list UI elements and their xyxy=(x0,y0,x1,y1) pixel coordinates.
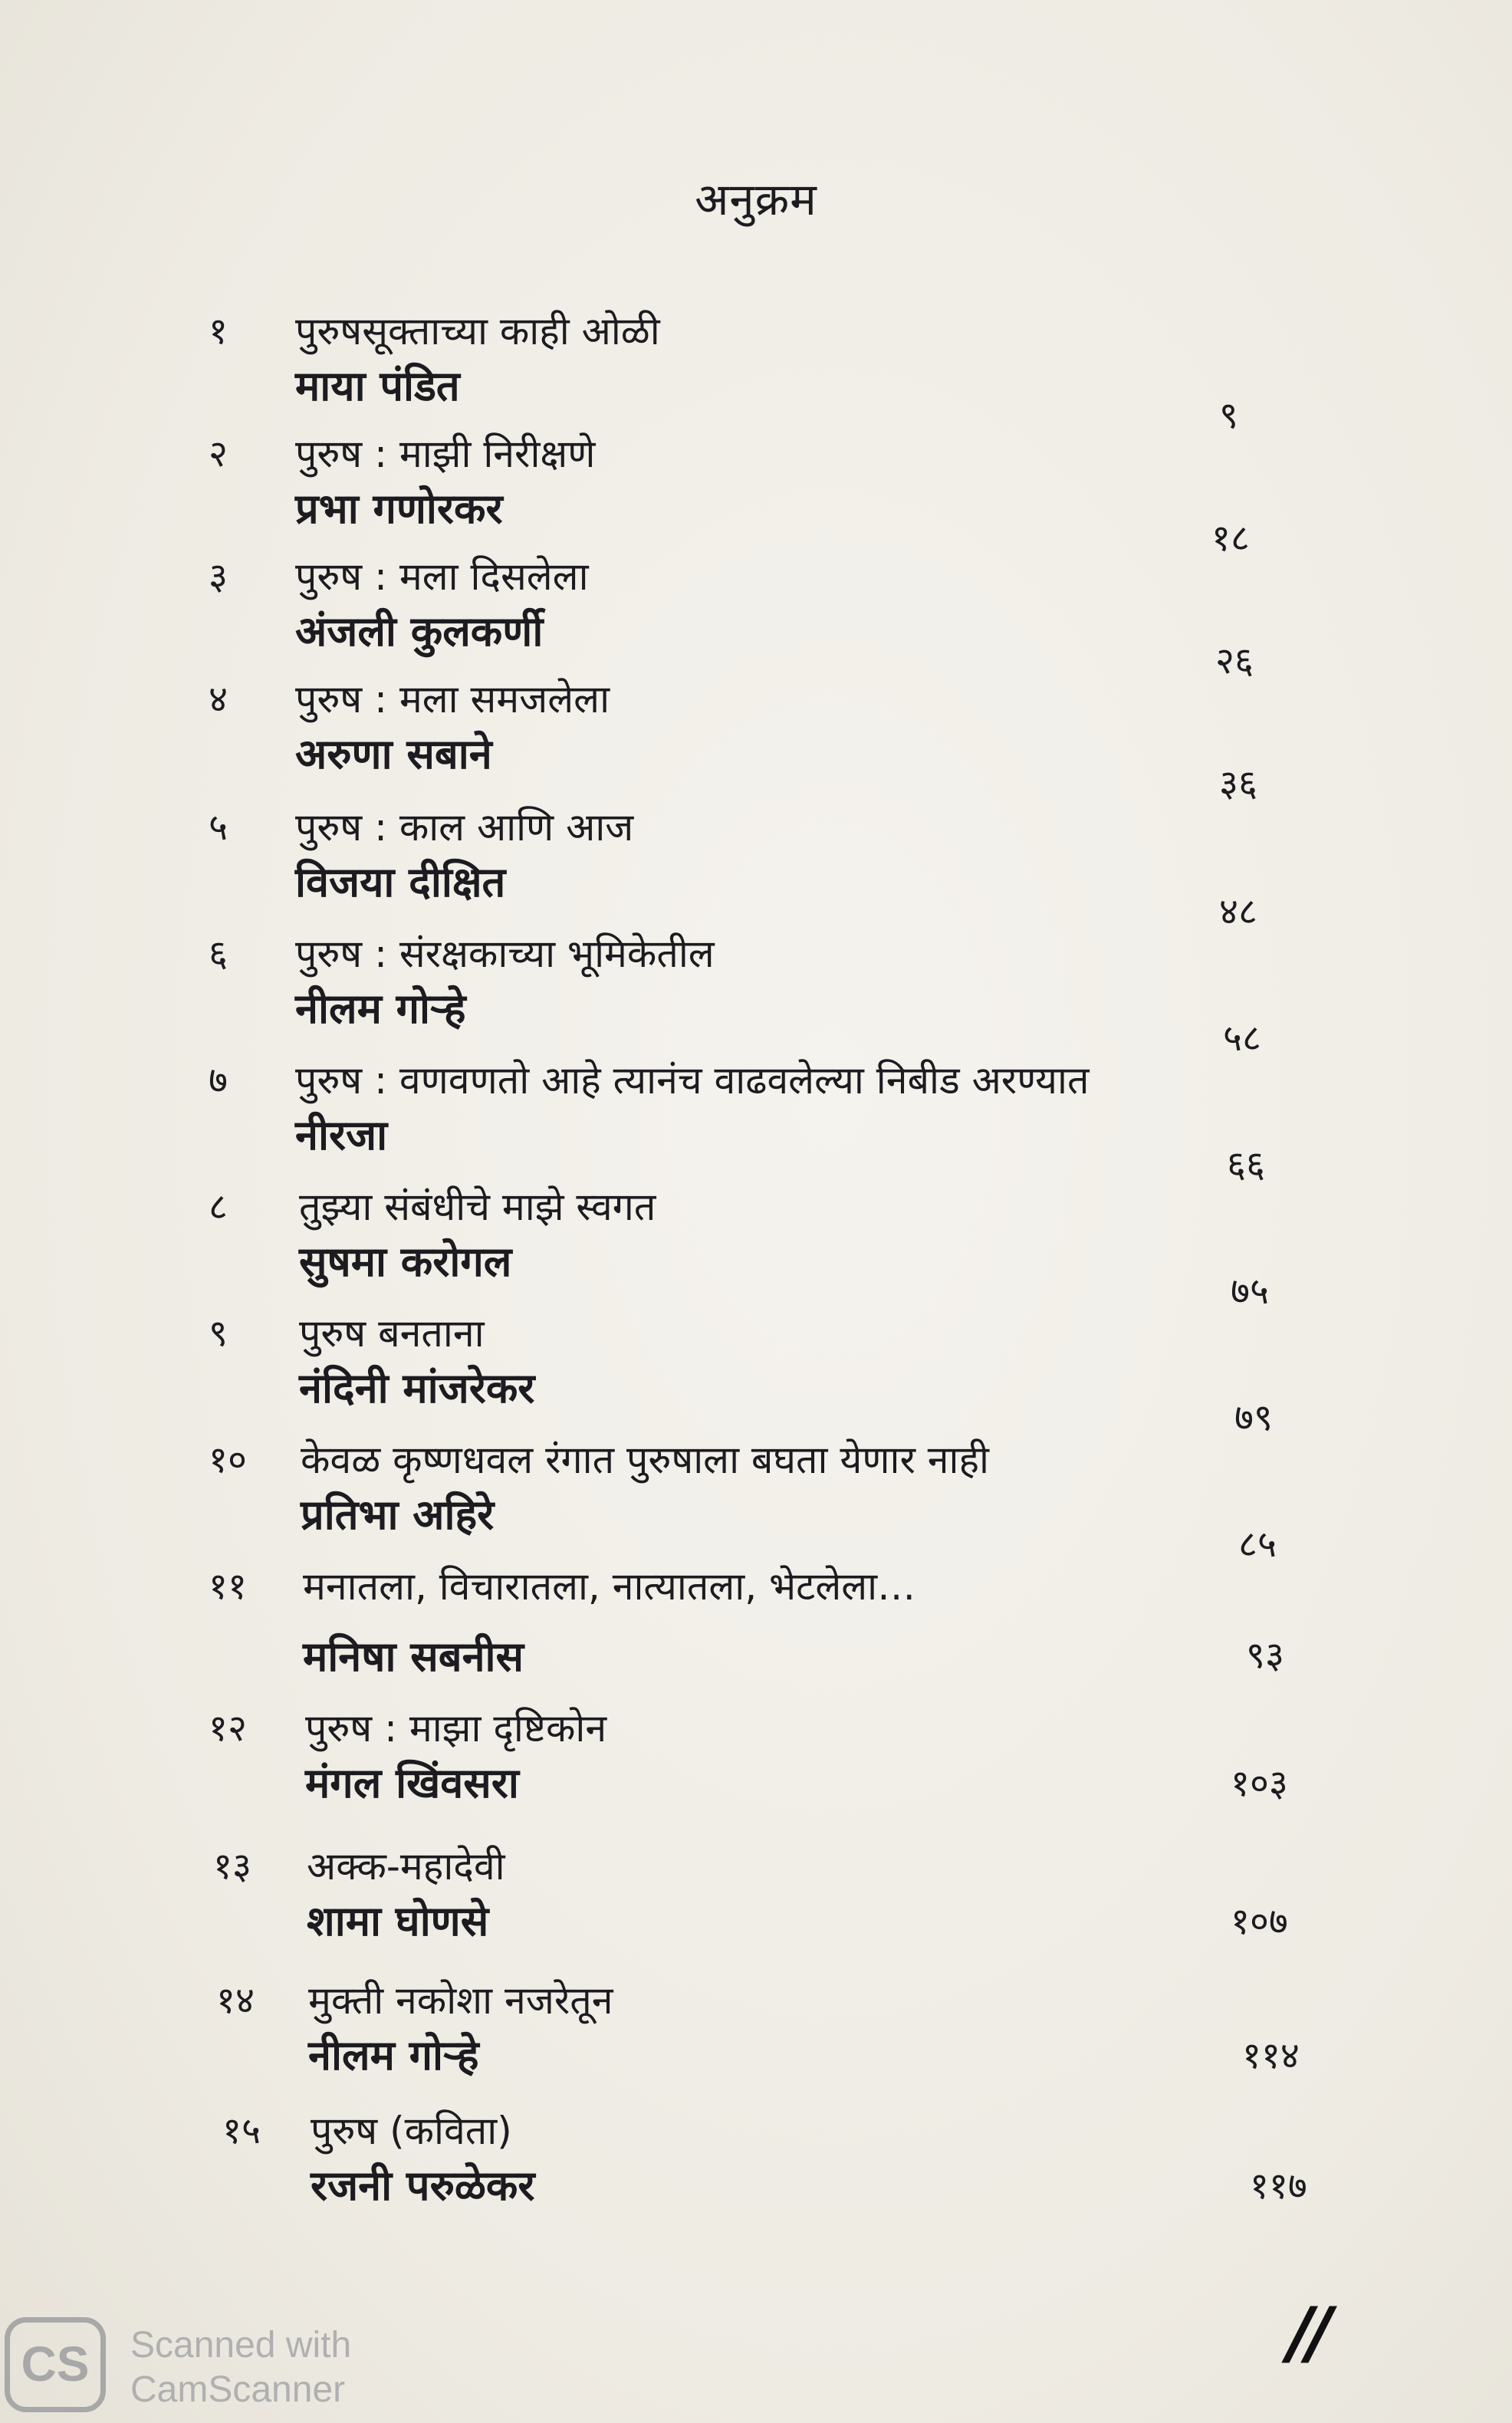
entry-number: २ xyxy=(209,432,228,475)
toc-entry xyxy=(0,1434,1512,1566)
entry-page-number: ११७ xyxy=(1250,2165,1307,2208)
entry-author: नीलम गोऱ्हे xyxy=(295,985,466,1033)
toc-entry xyxy=(0,428,1512,560)
toc-entry xyxy=(0,1702,1512,1825)
entry-page-number: ७९ xyxy=(1234,1396,1273,1439)
watermark-line-1: Scanned with xyxy=(130,2325,352,2365)
entry-title: पुरुष (कविता) xyxy=(311,2109,512,2153)
toc-entry xyxy=(0,801,1512,933)
entry-title: पुरुष : माझी निरीक्षणे xyxy=(295,432,596,476)
toc-entry xyxy=(0,1974,1512,2097)
entry-author: सुषमा करोगल xyxy=(299,1238,512,1286)
scanner-watermark xyxy=(130,2323,351,2412)
entry-page-number: १०७ xyxy=(1231,1900,1288,1943)
entry-author: शामा घोणसे xyxy=(307,1897,489,1945)
toc-entry xyxy=(0,1181,1512,1313)
toc-entry xyxy=(0,673,1512,805)
entry-title: मनातला, विचारातला, नात्यातला, भेटलेला… xyxy=(303,1564,916,1609)
entry-author: नीरजा xyxy=(295,1111,388,1159)
entry-author: प्रतिभा अहिरे xyxy=(301,1491,495,1539)
entry-title: पुरुष : मला समजलेला xyxy=(295,677,610,722)
entry-page-number: ९ xyxy=(1219,394,1238,437)
entry-number: ९ xyxy=(209,1312,228,1355)
entry-title: मुक्ती नकोशा नजरेतून xyxy=(308,1978,613,2023)
toc-entry xyxy=(0,551,1512,682)
entry-number: ११ xyxy=(209,1565,247,1608)
entry-number: १५ xyxy=(222,2109,261,2152)
page-mark: // xyxy=(1288,2293,1326,2373)
entry-title: पुरुष : माझा दृष्टिकोन xyxy=(305,1706,607,1751)
entry-author: अंजली कुलकर्णी xyxy=(295,607,544,656)
entry-number: १४ xyxy=(216,1979,255,2022)
entry-author: प्रभा गणोरकर xyxy=(295,485,503,533)
entry-page-number: ५८ xyxy=(1223,1017,1261,1060)
toc-entry xyxy=(0,1560,1512,1683)
entry-page-number: २६ xyxy=(1215,639,1254,682)
entry-title: अक्क-महादेवी xyxy=(307,1844,505,1889)
entry-title: पुरुषसूक्ताच्या काही ओळी xyxy=(295,309,660,353)
entry-page-number: ३६ xyxy=(1219,762,1257,805)
camscanner-logo-icon: CS xyxy=(5,2317,106,2412)
entry-author: नीलम गोऱ्हे xyxy=(308,2031,479,2079)
entry-number: १० xyxy=(209,1438,247,1481)
entry-title: पुरुष बनताना xyxy=(299,1311,485,1356)
toc-entry xyxy=(0,1307,1512,1439)
entry-page-number: ११४ xyxy=(1242,2034,1300,2077)
toc-entry xyxy=(0,1840,1512,1963)
entry-page-number: ७५ xyxy=(1231,1270,1269,1313)
entry-author: विजया दीक्षित xyxy=(295,858,506,906)
page-title: अनुक्रम xyxy=(695,173,817,225)
entry-title: पुरुष : मला दिसलेला xyxy=(295,554,589,599)
entry-page-number: १८ xyxy=(1211,517,1250,560)
entry-number: १२ xyxy=(209,1707,247,1750)
watermark-line-2: CamScanner xyxy=(130,2369,346,2410)
entry-title: केवळ कृष्णधवल रंगात पुरुषाला बघता येणार नाही xyxy=(301,1438,990,1482)
toc-entry xyxy=(0,1054,1512,1186)
entry-number: ४ xyxy=(209,678,228,721)
toc-entry xyxy=(0,305,1512,437)
entry-title: तुझ्या संबंधीचे माझे स्वगत xyxy=(299,1185,656,1229)
entry-author: रजनी परुळेकर xyxy=(311,2162,535,2210)
entry-number: ६ xyxy=(209,932,228,975)
entry-author: नंदिनी मांजरेकर xyxy=(299,1364,535,1412)
entry-author: माया पंडित xyxy=(295,362,460,410)
entry-page-number: ९३ xyxy=(1246,1634,1284,1677)
toc-entry xyxy=(0,2105,1512,2227)
entry-title: पुरुष : संरक्षकाच्या भूमिकेतील xyxy=(295,932,715,976)
entry-number: ८ xyxy=(209,1185,228,1228)
entry-number: ३ xyxy=(209,555,228,598)
entry-author: मंगल खिंवसरा xyxy=(305,1759,519,1807)
entry-number: १ xyxy=(209,310,228,353)
entry-number: १३ xyxy=(213,1845,251,1888)
entry-page-number: ४८ xyxy=(1219,890,1257,933)
entry-number: ७ xyxy=(209,1059,228,1102)
entry-page-number: ८५ xyxy=(1238,1523,1277,1566)
toc-entry xyxy=(0,928,1512,1060)
entry-page-number: ६६ xyxy=(1227,1143,1265,1186)
entry-number: ५ xyxy=(209,806,228,849)
entry-author: अरुणा सबाने xyxy=(295,730,492,778)
entry-title: पुरुष : वणवणतो आहे त्यानंच वाढवलेल्या निबीड अरण्यात xyxy=(295,1058,1090,1103)
entry-author: मनिषा सबनीस xyxy=(303,1632,524,1681)
entry-page-number: १०३ xyxy=(1231,1762,1288,1805)
entry-title: पुरुष : काल आणि आज xyxy=(295,805,634,850)
